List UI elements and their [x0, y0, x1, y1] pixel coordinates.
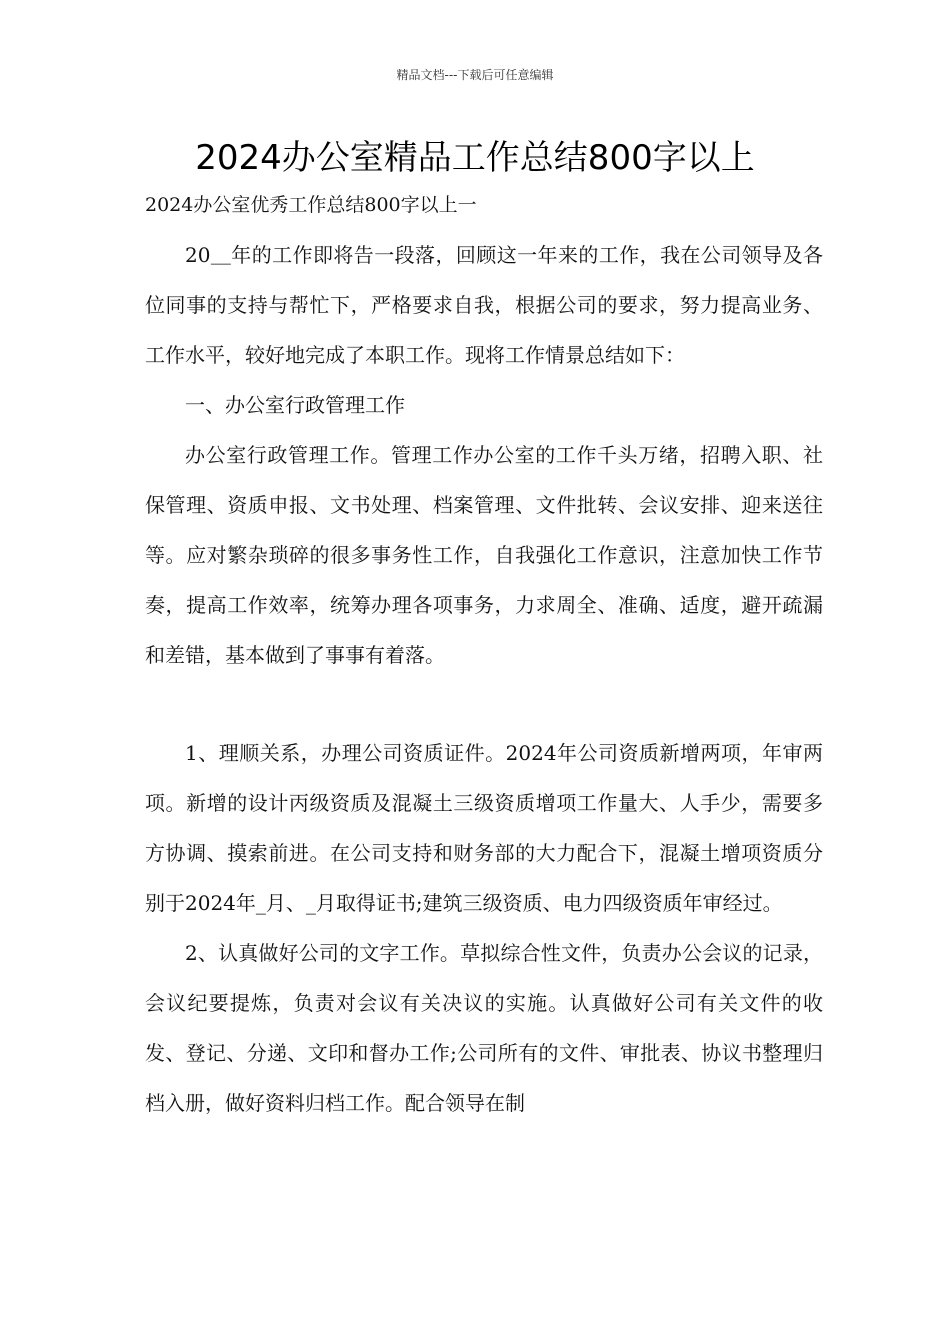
paragraph-item-2: 2、认真做好公司的文字工作。草拟综合性文件，负责办公会议的记录，会议纪要提炼，负责对会议有关决议的实施。认真做好公司有关文件的收发、登记、分递、文印和督办工作;公司所有的文件、审批表、协议书整理归档入册，做好资料归档工作。配合领导在制	[145, 941, 823, 1115]
document-title: 2024办公室精品工作总结800字以上	[195, 138, 755, 178]
document-body	[145, 230, 823, 1128]
paragraph-admin-work: 办公室行政管理工作。管理工作办公室的工作千头万绪，招聘入职、社保管理、资质申报、文书处理、档案管理、文件批转、会议安排、迎来送往等。应对繁杂琐碎的很多事务性工作，自我强化工作意识，注意加快工作节奏，提高工作效率，统筹办理各项事务，力求周全、准确、适度，避开疏漏和差错，基本做到了事事有着落。	[145, 443, 823, 667]
paragraph-intro: 20＿年的工作即将告一段落，回顾这一年来的工作，我在公司领导及各位同事的支持与帮忙下，严格要求自我，根据公司的要求，努力提高业务、工作水平，较好地完成了本职工作。现将工作情景总结如下：	[145, 243, 823, 367]
document-subtitle: 2024办公室优秀工作总结800字以上一	[145, 194, 477, 216]
section-heading-admin: 一、办公室行政管理工作	[185, 393, 405, 417]
header-note: 精品文档---下载后可任意编辑	[396, 68, 554, 82]
paragraph-item-1: 1、理顺关系，办理公司资质证件。2024年公司资质新增两项，年审两项。新增的设计丙级资质及混凝土三级资质增项工作量大、人手少，需要多方协调、摸索前进。在公司支持和财务部的大力配合下，混凝土增项资质分别于2024年_月、_月取得证书;建筑三级资质、电力四级资质年审经过。	[145, 741, 823, 915]
